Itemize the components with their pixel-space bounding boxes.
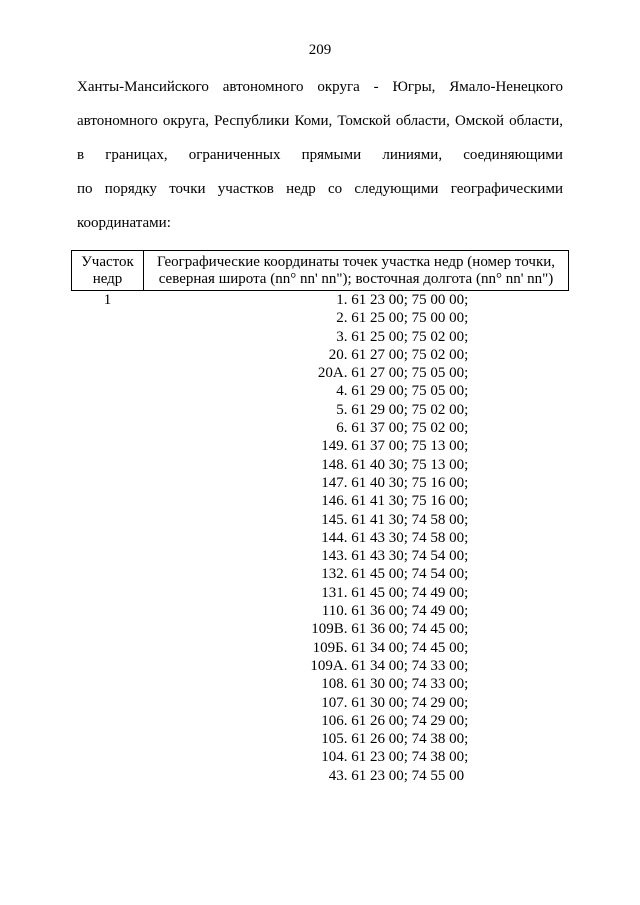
paragraph-word: прямыми: [301, 147, 362, 163]
coordinate-point: [144, 474, 569, 492]
point-coordinates: 61 37 00; 75 02 00;: [351, 420, 469, 437]
point-number: 109А.: [310, 657, 348, 674]
point-coordinates: 61 30 00; 74 33 00;: [351, 676, 469, 693]
coordinate-point: [144, 401, 569, 419]
point-number: 148.: [321, 456, 348, 473]
page-number: 209: [308, 42, 332, 58]
intro-paragraph: [77, 70, 563, 240]
point-coordinates: 61 36 00; 74 49 00;: [351, 603, 469, 620]
point-number: 104.: [321, 749, 348, 766]
point-coordinates: 61 45 00; 74 49 00;: [351, 584, 469, 601]
paragraph-word: автономного: [77, 113, 158, 129]
paragraph-word: географическими: [450, 181, 563, 197]
point-coordinates: 61 26 00; 74 38 00;: [351, 731, 469, 748]
paragraph-word: автономного: [222, 79, 304, 95]
coordinate-point: [144, 639, 569, 657]
paragraph-word: координатами:: [77, 215, 171, 231]
coordinate-point: [144, 492, 569, 510]
coordinate-point: [144, 565, 569, 583]
header-coordinates: Географические координаты точек участка недр (номер точки, северная широта (nn° nn' nn"); восточная долгота (nn° nn' nn"): [144, 251, 569, 291]
point-coordinates: 61 34 00; 74 45 00;: [351, 639, 469, 656]
site-number: 1: [103, 292, 112, 308]
coordinate-point: [144, 456, 569, 474]
point-number: 132.: [321, 566, 348, 583]
point-number: 110.: [321, 603, 348, 620]
point-coordinates: 61 30 00; 74 29 00;: [351, 694, 469, 711]
point-number: 20.: [328, 346, 348, 363]
paragraph-word: округа: [317, 79, 360, 95]
paragraph-word: участков: [217, 181, 274, 197]
point-coordinates: 61 34 00; 74 33 00;: [351, 657, 469, 674]
coordinate-point: [144, 419, 569, 437]
point-coordinates: 61 41 30; 74 58 00;: [351, 511, 469, 528]
point-coordinates: 61 23 00; 74 38 00;: [351, 749, 469, 766]
point-coordinates: 61 25 00; 75 00 00;: [351, 310, 469, 327]
point-number: 2.: [336, 310, 348, 327]
paragraph-word: границах,: [105, 147, 168, 163]
coordinate-point: [144, 602, 569, 620]
coordinate-point: [144, 675, 569, 693]
point-coordinates: 61 37 00; 75 13 00;: [351, 438, 469, 455]
coordinate-point: [144, 529, 569, 547]
point-coordinates: 61 25 00; 75 02 00;: [351, 328, 469, 345]
point-coordinates: 61 23 00; 74 55 00: [351, 767, 465, 784]
paragraph-word: Ямало-Ненецкого: [449, 79, 563, 95]
coordinate-point: [144, 364, 569, 382]
paragraph-word: в: [77, 147, 85, 163]
table-header-row: [72, 251, 569, 291]
point-number: 5.: [336, 401, 348, 418]
point-number: 143.: [321, 548, 348, 565]
point-number: 108.: [321, 676, 348, 693]
paragraph-line: [77, 104, 563, 138]
coordinates-table: [71, 250, 569, 785]
paragraph-word: области,: [509, 113, 563, 129]
points-list: [144, 291, 569, 786]
point-number: 6.: [336, 420, 348, 437]
paragraph-word: -: [373, 79, 379, 95]
coordinate-point: [144, 657, 569, 675]
paragraph-word: Республики: [214, 113, 290, 129]
paragraph-line: [77, 172, 563, 206]
point-coordinates: 61 41 30; 75 16 00;: [351, 493, 469, 510]
point-number: 105.: [321, 731, 348, 748]
paragraph-line: [77, 70, 563, 104]
paragraph-word: со: [327, 181, 343, 197]
coordinate-point: [144, 694, 569, 712]
paragraph-word: следующими: [354, 181, 439, 197]
point-number: 144.: [321, 529, 348, 546]
point-number: 145.: [321, 511, 348, 528]
coordinate-point: [144, 584, 569, 602]
header-site: Участок недр: [72, 251, 144, 291]
point-number: 146.: [321, 493, 348, 510]
coordinate-point: [144, 712, 569, 730]
coordinate-point: [144, 620, 569, 638]
paragraph-word: недр: [286, 181, 316, 197]
paragraph-word: порядку: [104, 181, 157, 197]
coordinate-point: [144, 730, 569, 748]
point-coordinates: 61 36 00; 74 45 00;: [351, 621, 469, 638]
point-number: 3.: [336, 328, 348, 345]
paragraph-line: [77, 138, 563, 172]
coordinate-point: [144, 748, 569, 766]
paragraph-word: Югры,: [392, 79, 436, 95]
coordinate-point: [144, 547, 569, 565]
point-coordinates: 61 26 00; 74 29 00;: [351, 712, 469, 729]
point-coordinates: 61 40 30; 75 16 00;: [351, 474, 469, 491]
point-coordinates: 61 43 30; 74 58 00;: [351, 529, 469, 546]
paragraph-word: области,: [395, 113, 450, 129]
paragraph-word: Омской: [454, 113, 504, 129]
point-coordinates: 61 23 00; 75 00 00;: [351, 292, 469, 308]
paragraph-line: [77, 206, 563, 240]
point-number: 131.: [321, 584, 348, 601]
coordinate-point: [144, 328, 569, 346]
coordinate-point: [144, 291, 569, 309]
paragraph-word: линиями,: [382, 147, 443, 163]
point-coordinates: 61 43 30; 74 54 00;: [351, 548, 469, 565]
coordinate-point: [144, 309, 569, 327]
paragraph-word: Коми,: [294, 113, 333, 129]
point-number: 107.: [321, 694, 348, 711]
coordinate-point: [144, 437, 569, 455]
point-number: 1.: [336, 292, 348, 308]
paragraph-word: точки: [169, 181, 206, 197]
point-number: 20А.: [317, 365, 348, 382]
paragraph-word: по: [77, 181, 93, 197]
point-number: 4.: [336, 383, 348, 400]
point-number: 109В.: [311, 621, 348, 638]
point-number: 147.: [321, 474, 348, 491]
paragraph-word: Ханты-Мансийского: [77, 79, 209, 95]
point-coordinates: 61 40 30; 75 13 00;: [351, 456, 469, 473]
point-coordinates: 61 29 00; 75 02 00;: [351, 401, 469, 418]
table-row: [72, 291, 569, 786]
point-coordinates: 61 27 00; 75 02 00;: [351, 346, 469, 363]
point-number: 106.: [321, 712, 348, 729]
coordinate-point: [144, 511, 569, 529]
point-coordinates: 61 27 00; 75 05 00;: [351, 365, 469, 382]
point-number: 149.: [321, 438, 348, 455]
point-number: 43.: [328, 767, 348, 784]
coordinate-point: [144, 346, 569, 364]
paragraph-word: округа,: [162, 113, 210, 129]
point-coordinates: 61 45 00; 74 54 00;: [351, 566, 469, 583]
paragraph-word: соединяющими: [463, 147, 563, 163]
coordinate-point: [144, 767, 569, 785]
paragraph-word: Томской: [337, 113, 391, 129]
point-number: 109Б.: [312, 639, 348, 656]
coordinate-point: [144, 382, 569, 400]
paragraph-word: ограниченных: [188, 147, 281, 163]
point-coordinates: 61 29 00; 75 05 00;: [351, 383, 469, 400]
